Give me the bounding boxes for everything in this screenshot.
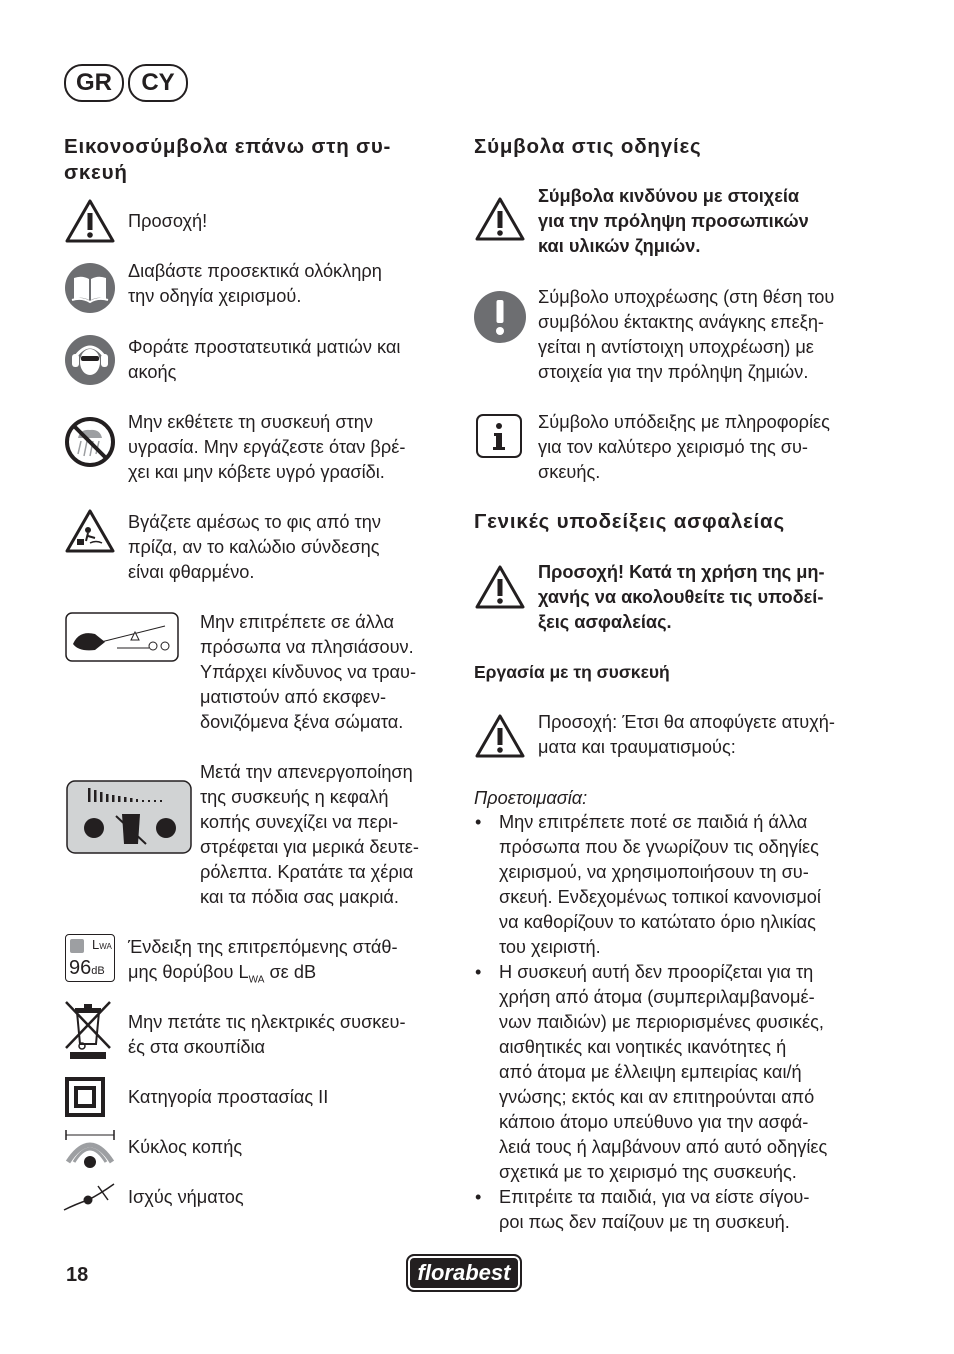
left-section-title: Εικονοσύμβολα επάνω στη συ- σκευή bbox=[64, 135, 392, 184]
icon-text-protection: Φοράτε προστατευτικά ματιών και ακοής bbox=[128, 337, 401, 382]
bullet-item: • Μην επιτρέπετε ποτέ σε παιδιά ή άλλα πρόσωπα που δε γνωρίζουν τις οδηγίες χειρισμού, να χρησιμοποιήσουν τη συ- σκευή. Ενδεχομένως τοπικοί κανονισμοί να καθορίζουν το κατώτατο όριο ηλικίας του χειριστή. bbox=[473, 810, 873, 960]
noise-level-icon bbox=[65, 934, 115, 982]
safety-warning-icon bbox=[474, 564, 526, 610]
protection-class-2-icon bbox=[65, 1077, 105, 1117]
noise-badge-value bbox=[69, 957, 105, 982]
bullet-item: • Επιτρέιτε τα παιδιά, για να είστε σίγου- ροι πως δεν παίζουν με τη συσκευή. bbox=[473, 1185, 873, 1235]
right-section-title-safety: Γενικές υποδείξεις ασφαλείας bbox=[474, 510, 785, 533]
safety-warning-text: Προσοχή! Κατά τη χρήση της μη- χανής να ακολουθείτε τις υποδεί- ξεις ασφαλείας. bbox=[538, 562, 825, 632]
page-number: 18 bbox=[66, 1264, 89, 1286]
warning-triangle-icon bbox=[64, 198, 116, 244]
eye-ear-protection-icon bbox=[64, 334, 116, 386]
noise-badge-label bbox=[92, 938, 112, 954]
icon-text-unplug: Βγάζετε αμέσως το φις από την πρίζα, αν το καλώδιο σύνδεσης είναι φθαρμένο. bbox=[128, 512, 381, 582]
preparation-label: Προετοιμασία: bbox=[474, 788, 588, 808]
icon-text-line-strength: Ισχύς νήματος bbox=[128, 1187, 244, 1207]
icon-text-no-moisture: Μην εκθέτετε τη συσκευή στην υγρασία. Μην εργάζεστε όταν βρέ- χει και μην κόβετε υγρό γρασίδι. bbox=[128, 412, 406, 482]
subheading-working: Εργασία με τη συσκευή bbox=[474, 662, 670, 682]
noise-badge-speaker bbox=[70, 939, 84, 953]
icon-text-read-manual: Διαβάστε προσεκτικά ολόκληρη την οδηγία χειρισμού. bbox=[128, 261, 382, 306]
obligation-symbol-icon bbox=[473, 290, 527, 344]
noise-text-main: μης θορύβου L bbox=[128, 962, 249, 982]
danger-symbol-warning-icon bbox=[474, 196, 526, 242]
safety-bullet-list bbox=[473, 810, 873, 1235]
bullet-item: • Η συσκευή αυτή δεν προορίζεται για τη χρήση από άτομα (συμπεριλαμβανομέ- νων παιδιών) με περιορισμένες φυσικές, αισθητικές και νοητικές ικανότητες ή από άτομα με έλλειψη εμπειρίας και/ή γνώσης; εκτός και αν επιτηρούνται από κάποιο άτομο υπεύθυνο για την ασφά- λειά τους ή λαμβάνουν από αυτό οδηγίες σχετικά με το χειρισμό της συσκευής. bbox=[473, 960, 873, 1185]
info-symbol-text: Σύμβολο υπόδειξης με πληροφορίες για τον καλύτερο χειρισμό της συ- σκευής. bbox=[538, 412, 830, 482]
danger-symbol-text: Σύμβολα κινδύνου με στοιχεία για την πρόληψη προσωπικών και υλικών ζημιών. bbox=[538, 186, 809, 256]
accident-warning-text: Προσοχή: Έτσι θα αποφύγετε ατυχή- ματα και τραυματισμούς: bbox=[538, 712, 835, 757]
icon-text-noise bbox=[128, 935, 398, 993]
icon-text-keep-distance: Μην επιτρέπετε σε άλλα πρόσωπα να πλησιάσουν. Υπάρχει κίνδυνος να τραυ- ματιστούν από εκσφεν- δονιζόμενα ξένα σώματα. bbox=[200, 612, 417, 732]
noise-badge-l: L bbox=[92, 937, 100, 952]
info-symbol-icon bbox=[475, 413, 523, 459]
icon-text-rotating-head: Μετά την απενεργοποίηση της συσκευής η κεφαλή κοπής συνεχίζει να περι- στρέφεται για μερικά δευτε- ρόλεπτα. Κρατάτε τα χέρια και τα πόδια σας μακριά. bbox=[200, 762, 419, 907]
lang-badge-gr: GR bbox=[64, 64, 124, 102]
noise-text-line2 bbox=[128, 960, 398, 993]
keep-distance-projectiles-icon bbox=[65, 612, 179, 662]
noise-badge-wa: WA bbox=[99, 942, 112, 951]
line-strength-icon bbox=[62, 1180, 116, 1214]
accident-warning-icon bbox=[474, 713, 526, 759]
right-section-title-symbols: Σύμβολα στις οδηγίες bbox=[474, 135, 702, 158]
noise-text-unit: σε dB bbox=[264, 962, 317, 982]
unplug-damaged-cable-icon bbox=[64, 508, 116, 554]
no-rain-icon bbox=[64, 416, 116, 468]
lang-badge-cy: CY bbox=[128, 64, 188, 102]
rotating-head-hands-icon bbox=[66, 780, 192, 854]
noise-text-sub: WA bbox=[248, 974, 265, 986]
noise-badge-unit: dB bbox=[91, 965, 105, 977]
icon-text-weee: Μην πετάτε τις ηλεκτρικές συσκευ- ές στα σκουπίδια bbox=[128, 1012, 406, 1057]
florabest-logo: florabest bbox=[406, 1254, 522, 1292]
noise-badge-number: 96 bbox=[69, 957, 92, 979]
read-manual-icon bbox=[64, 262, 116, 314]
icon-text-cutting-circle: Κύκλος κοπής bbox=[128, 1137, 243, 1157]
noise-text-line1: Ένδειξη της επιτρεπόμενης στάθ- bbox=[128, 937, 398, 957]
icon-text-caution: Προσοχή! bbox=[128, 211, 208, 231]
obligation-symbol-text: Σύμβολο υποχρέωσης (στη θέση του συμβόλου έκτακτης ανάγκης επεξη- γείται η αντίστοιχη υποχρέωση) με στοιχεία για την πρόληψη ζημιών. bbox=[538, 287, 835, 382]
weee-bin-icon bbox=[64, 1000, 112, 1060]
cutting-circle-icon bbox=[64, 1128, 116, 1170]
icon-text-protection-class: Κατηγορία προστασίας II bbox=[128, 1087, 329, 1107]
